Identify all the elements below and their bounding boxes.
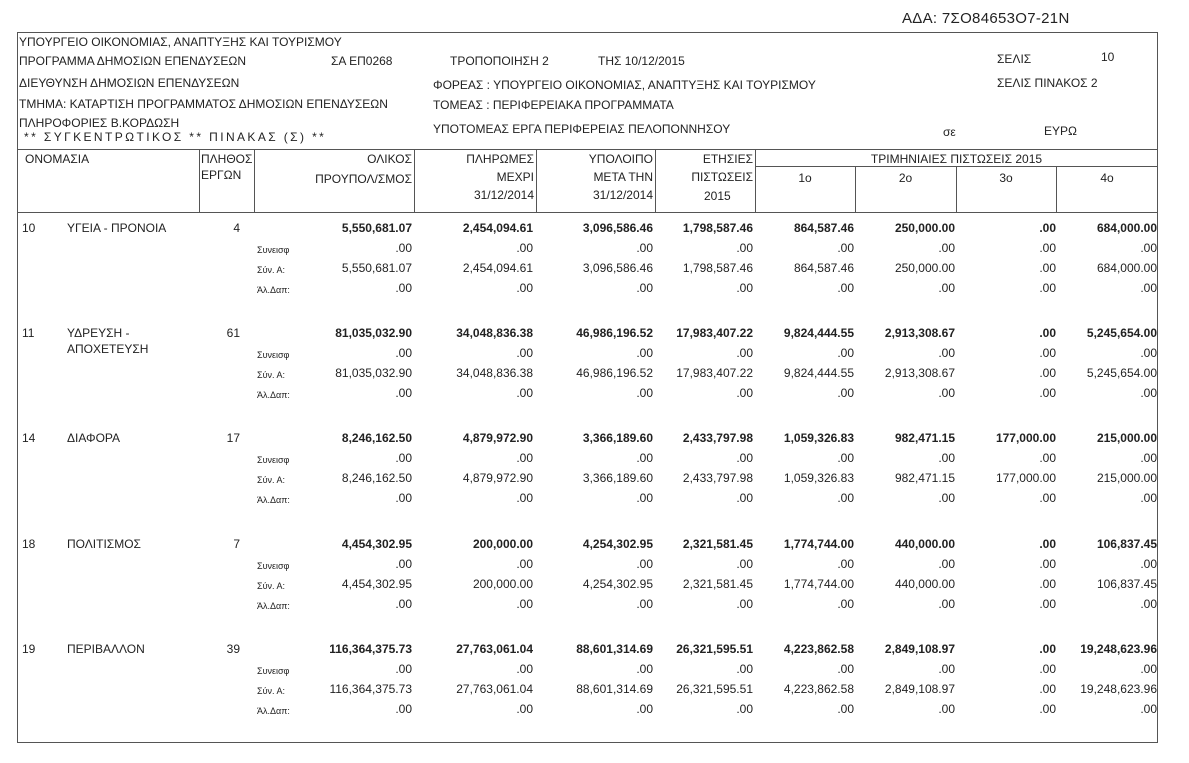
- row-code: 18: [22, 537, 36, 551]
- row-value: 2,849,108.97: [884, 682, 955, 696]
- col-divider: [199, 149, 200, 212]
- col-header-count: ΠΛΗΘΟΣ: [201, 152, 253, 166]
- row-value: .00: [1039, 451, 1056, 465]
- row-value: .00: [837, 662, 854, 676]
- row-value: .00: [837, 557, 854, 571]
- col-header-quarterly: ΤΡΙΜΗΝΙΑΙΕΣ ΠΙΣΤΩΣΕΙΣ 2015: [870, 152, 1043, 166]
- row-value: .00: [395, 451, 412, 465]
- row-value: .00: [736, 702, 753, 716]
- row-value: .00: [395, 281, 412, 295]
- col-header-annual: 2015: [704, 189, 731, 203]
- col-header-annual: ΕΤΗΣΙΕΣ: [702, 152, 753, 166]
- row-sub-label: Συνεισφ: [257, 245, 290, 255]
- row-value: 2,321,581.45: [682, 577, 753, 591]
- row-value: 215,000.00: [1096, 431, 1157, 445]
- row-value: .00: [1039, 281, 1056, 295]
- row-value: 26,321,595.51: [676, 682, 753, 696]
- row-value: .00: [516, 451, 533, 465]
- row-name: ΔΙΑΦΟΡΑ: [67, 431, 121, 445]
- row-value: .00: [1039, 662, 1056, 676]
- row-value: .00: [395, 241, 412, 255]
- row-sub-label: Συνεισφ: [257, 666, 290, 676]
- info-contact: ΠΛΗΡΟΦΟΡΙΕΣ Β.ΚΟΡΔΩΣΗ: [19, 116, 180, 130]
- col-divider: [755, 149, 756, 212]
- row-value: 5,550,681.07: [341, 221, 412, 235]
- row-value: .00: [938, 662, 955, 676]
- row-count: 4: [233, 221, 240, 235]
- row-value: .00: [938, 491, 955, 505]
- col-divider: [655, 149, 656, 212]
- row-value: .00: [1140, 491, 1157, 505]
- row-value: 440,000.00: [894, 537, 955, 551]
- row-value: 4,223,862.58: [783, 682, 854, 696]
- row-value: 982,471.15: [894, 471, 955, 485]
- row-value: .00: [938, 346, 955, 360]
- row-value: .00: [636, 281, 653, 295]
- row-code: 11: [22, 326, 35, 340]
- row-value: 440,000.00: [894, 577, 955, 591]
- row-value: 2,913,308.67: [884, 366, 955, 380]
- row-value: .00: [1039, 682, 1056, 696]
- row-value: .00: [636, 451, 653, 465]
- row-value: .00: [516, 662, 533, 676]
- row-value: 46,986,196.52: [576, 326, 653, 340]
- table-page: ΣΕΛΙΣ ΠΙΝΑΚΟΣ 2: [997, 76, 1098, 90]
- row-value: .00: [636, 702, 653, 716]
- row-value: .00: [636, 662, 653, 676]
- row-value: 8,246,162.50: [341, 471, 412, 485]
- row-value: .00: [516, 346, 533, 360]
- row-value: .00: [938, 557, 955, 571]
- row-value: 5,550,681.07: [341, 261, 412, 275]
- row-value: 684,000.00: [1096, 261, 1157, 275]
- row-value: .00: [395, 597, 412, 611]
- row-value: 864,587.46: [793, 261, 854, 275]
- row-value: 34,048,836.38: [456, 366, 533, 380]
- row-code: 14: [22, 431, 36, 445]
- row-value: 864,587.46: [793, 221, 854, 235]
- row-sub-label: Άλ.Δαπ:: [257, 390, 290, 400]
- row-sub-label: Άλ.Δαπ:: [257, 285, 290, 295]
- row-value: 27,763,061.04: [456, 642, 533, 656]
- row-value: .00: [938, 241, 955, 255]
- row-value: 1,059,326.83: [783, 471, 854, 485]
- row-value: 3,366,189.60: [582, 471, 653, 485]
- row-count: 17: [226, 431, 240, 445]
- row-value: .00: [516, 557, 533, 571]
- row-value: 1,059,326.83: [783, 431, 854, 445]
- row-value: 1,774,744.00: [783, 537, 854, 551]
- col-header-payments: 31/12/2014: [473, 188, 534, 202]
- row-name: ΥΓΕΙΑ - ΠΡΟΝΟΙΑ: [67, 221, 167, 235]
- col-header-q4: 4ο: [1100, 171, 1114, 185]
- row-value: .00: [395, 662, 412, 676]
- row-count: 39: [226, 642, 240, 656]
- row-sub-label: Συνεισφ: [257, 561, 290, 571]
- row-value: .00: [636, 491, 653, 505]
- row-value: .00: [1039, 261, 1056, 275]
- row-value: .00: [736, 346, 753, 360]
- row-value: 4,879,972.90: [462, 431, 533, 445]
- row-value: 200,000.00: [472, 537, 533, 551]
- sector: ΤΟΜΕΑΣ : ΠΕΡΙΦΕΡΕΙΑΚΑ ΠΡΟΓΡΑΜΜΑΤΑ: [433, 98, 674, 112]
- row-value: 26,321,595.51: [676, 642, 753, 656]
- row-value: 46,986,196.52: [576, 366, 653, 380]
- row-value: .00: [516, 386, 533, 400]
- row-value: .00: [1039, 221, 1056, 235]
- row-value: .00: [837, 491, 854, 505]
- row-value: .00: [837, 281, 854, 295]
- row-value: .00: [1039, 491, 1056, 505]
- row-value: .00: [636, 346, 653, 360]
- row-sub-label: Σύν. Α:: [257, 581, 285, 591]
- row-value: .00: [1039, 326, 1056, 340]
- subsector: ΥΠΟΤΟΜΕΑΣ ΕΡΓΑ ΠΕΡΙΦΕΡΕΙΑΣ ΠΕΛΟΠΟΝΝΗΣΟΥ: [433, 122, 731, 136]
- col-header-q1: 1ο: [798, 171, 812, 185]
- row-value: .00: [636, 557, 653, 571]
- row-value: .00: [395, 702, 412, 716]
- amendment: ΤΡΟΠΟΠΟΙΗΣΗ 2: [450, 54, 549, 68]
- col-header-q2: 2ο: [898, 171, 913, 185]
- row-value: 19,248,623.96: [1080, 642, 1157, 656]
- currency-prefix: σε: [943, 125, 956, 139]
- row-value: 250,000.00: [894, 221, 955, 235]
- row-value: .00: [395, 557, 412, 571]
- page-label: ΣΕΛΙΣ: [997, 52, 1032, 66]
- row-value: 2,321,581.45: [682, 537, 753, 551]
- row-value: .00: [736, 662, 753, 676]
- row-value: .00: [1140, 662, 1157, 676]
- row-value: 81,035,032.90: [335, 366, 412, 380]
- row-value: .00: [1039, 386, 1056, 400]
- col-header-name: ΟΝΟΜΑΣΙΑ: [25, 152, 90, 166]
- row-value: .00: [837, 451, 854, 465]
- row-count: 7: [233, 537, 240, 551]
- row-value: .00: [516, 702, 533, 716]
- row-name: ΑΠΟΧΕΤΕΥΣΗ: [67, 342, 149, 356]
- row-sub-label: Άλ.Δαπ:: [257, 601, 290, 611]
- row-value: .00: [837, 346, 854, 360]
- row-sub-label: Άλ.Δαπ:: [257, 706, 290, 716]
- row-value: 2,849,108.97: [884, 642, 955, 656]
- row-value: .00: [736, 557, 753, 571]
- sa-code: ΣΑ ΕΠ0268: [331, 54, 393, 68]
- row-value: 4,223,862.58: [783, 642, 854, 656]
- row-value: .00: [1039, 642, 1056, 656]
- row-count: 61: [226, 326, 240, 340]
- col-header-budget: ΟΛΙΚΟΣ: [367, 152, 412, 166]
- row-value: .00: [837, 241, 854, 255]
- row-value: 2,454,094.61: [462, 261, 533, 275]
- row-value: 2,433,797.98: [682, 431, 753, 445]
- ministry-name: ΥΠΟΥΡΓΕΙΟ ΟΙΚΟΝΟΜΙΑΣ, ΑΝΑΠΤΥΞΗΣ ΚΑΙ ΤΟΥΡΙΣΜΟΥ: [19, 35, 342, 49]
- amendment-date: ΤΗΣ 10/12/2015: [598, 54, 685, 68]
- row-value: 3,366,189.60: [582, 431, 653, 445]
- department: ΤΜΗΜΑ: ΚΑΤΑΡΤΙΣΗ ΠΡΟΓΡΑΜΜΑΤΟΣ ΔΗΜΟΣΙΩΝ ΕΠΕΝΔΥΣΕΩΝ: [19, 97, 388, 111]
- row-value: .00: [1140, 346, 1157, 360]
- row-value: .00: [395, 491, 412, 505]
- row-value: 116,364,375.73: [329, 682, 412, 696]
- row-value: .00: [395, 346, 412, 360]
- row-value: 106,837.45: [1096, 577, 1157, 591]
- row-value: 4,454,302.95: [341, 577, 412, 591]
- row-sub-label: Σύν. Α:: [257, 370, 285, 380]
- row-value: 3,096,586.46: [582, 221, 653, 235]
- row-value: 684,000.00: [1096, 221, 1157, 235]
- row-value: .00: [1140, 451, 1157, 465]
- row-value: .00: [1039, 702, 1056, 716]
- row-value: 2,913,308.67: [884, 326, 955, 340]
- row-value: .00: [938, 597, 955, 611]
- row-value: 9,824,444.55: [783, 366, 854, 380]
- row-value: 88,601,314.69: [576, 642, 653, 656]
- row-value: .00: [1039, 346, 1056, 360]
- col-header-balance: ΜΕΤΑ ΤΗΝ: [593, 170, 653, 184]
- row-value: 5,245,654.00: [1086, 366, 1157, 380]
- row-sub-label: Συνεισφ: [257, 350, 290, 360]
- row-value: .00: [516, 597, 533, 611]
- row-value: .00: [1140, 557, 1157, 571]
- currency: ΕΥΡΩ: [1044, 124, 1077, 138]
- row-value: .00: [1140, 597, 1157, 611]
- col-header-balance: ΥΠΟΛΟΙΠΟ: [588, 152, 653, 166]
- col-header-payments: ΠΛΗΡΩΜΕΣ: [466, 152, 534, 166]
- row-value: 9,824,444.55: [783, 326, 854, 340]
- col-header-budget: ΠΡΟΥΠΟΛ/ΣΜΟΣ: [315, 172, 412, 186]
- row-value: .00: [1140, 702, 1157, 716]
- row-sub-label: Σύν. Α:: [257, 686, 285, 696]
- col-divider: [855, 166, 856, 212]
- row-value: .00: [1140, 241, 1157, 255]
- row-value: 81,035,032.90: [335, 326, 412, 340]
- row-value: .00: [636, 241, 653, 255]
- row-name: ΥΔΡΕΥΣΗ -: [67, 326, 130, 340]
- row-value: .00: [1140, 281, 1157, 295]
- row-value: 2,454,094.61: [462, 221, 533, 235]
- row-value: .00: [736, 597, 753, 611]
- row-value: .00: [636, 386, 653, 400]
- row-value: .00: [736, 241, 753, 255]
- row-value: .00: [516, 491, 533, 505]
- row-value: 1,774,744.00: [783, 577, 854, 591]
- table-header-top-rule: [17, 149, 1158, 150]
- row-code: 19: [22, 642, 36, 656]
- row-sub-label: Άλ.Δαπ:: [257, 495, 290, 505]
- row-value: 17,983,407.22: [676, 366, 753, 380]
- row-value: 1,798,587.46: [682, 221, 753, 235]
- row-value: .00: [938, 281, 955, 295]
- row-value: .00: [395, 386, 412, 400]
- row-value: .00: [837, 597, 854, 611]
- row-value: .00: [938, 386, 955, 400]
- col-header-annual: ΠΙΣΤΩΣΕΙΣ: [691, 170, 753, 184]
- row-value: .00: [1039, 241, 1056, 255]
- col-divider: [414, 149, 415, 212]
- row-value: 4,254,302.95: [582, 577, 653, 591]
- row-value: 27,763,061.04: [456, 682, 533, 696]
- row-value: 19,248,623.96: [1080, 682, 1157, 696]
- row-value: .00: [736, 451, 753, 465]
- row-value: 116,364,375.73: [329, 642, 412, 656]
- row-value: .00: [1140, 386, 1157, 400]
- row-value: .00: [736, 491, 753, 505]
- row-value: .00: [516, 241, 533, 255]
- summary-title: ** ΣΥΓΚΕΝΤΡΩΤΙΚΟΣ ** ΠΙΝΑΚΑΣ (Σ) **: [24, 130, 327, 144]
- directorate: ΔΙΕΥΘΥΝΣΗ ΔΗΜΟΣΙΩΝ ΕΠΕΝΔΥΣΕΩΝ: [19, 76, 240, 90]
- row-value: 200,000.00: [472, 577, 533, 591]
- ada-code: ΑΔΑ: 7ΣΟ84653Ο7-21Ν: [902, 10, 1070, 27]
- row-value: .00: [1039, 577, 1056, 591]
- program-name: ΠΡΟΓΡΑΜΜΑ ΔΗΜΟΣΙΩΝ ΕΠΕΝΔΥΣΕΩΝ: [19, 54, 246, 68]
- row-value: 4,454,302.95: [341, 537, 412, 551]
- row-value: .00: [1039, 597, 1056, 611]
- row-value: .00: [837, 702, 854, 716]
- col-divider: [956, 166, 957, 212]
- row-sub-label: Σύν. Α:: [257, 475, 285, 485]
- row-value: 106,837.45: [1096, 537, 1157, 551]
- row-value: 982,471.15: [894, 431, 955, 445]
- row-value: 177,000.00: [995, 431, 1056, 445]
- row-value: .00: [636, 597, 653, 611]
- table-header-bottom-rule: [17, 212, 1158, 213]
- row-value: .00: [736, 386, 753, 400]
- row-name: ΠΕΡΙΒΑΛΛΟΝ: [67, 642, 145, 656]
- row-sub-label: Σύν. Α:: [257, 265, 285, 275]
- row-value: .00: [1039, 557, 1056, 571]
- row-value: .00: [516, 281, 533, 295]
- row-value: .00: [837, 386, 854, 400]
- col-header-count: ΕΡΓΩΝ: [201, 168, 242, 182]
- row-value: 4,254,302.95: [582, 537, 653, 551]
- row-value: .00: [1039, 366, 1056, 380]
- row-value: 250,000.00: [894, 261, 955, 275]
- row-value: 3,096,586.46: [582, 261, 653, 275]
- row-sub-label: Συνεισφ: [257, 455, 290, 465]
- col-divider: [536, 149, 537, 212]
- row-value: 34,048,836.38: [456, 326, 533, 340]
- row-value: 1,798,587.46: [682, 261, 753, 275]
- row-value: .00: [938, 451, 955, 465]
- page-number: 10: [1101, 50, 1115, 64]
- row-value: 177,000.00: [995, 471, 1056, 485]
- row-value: .00: [1039, 537, 1056, 551]
- row-value: .00: [736, 281, 753, 295]
- col-divider: [1056, 166, 1057, 212]
- row-value: .00: [938, 702, 955, 716]
- row-value: 2,433,797.98: [682, 471, 753, 485]
- row-value: 4,879,972.90: [462, 471, 533, 485]
- col-divider: [254, 149, 255, 212]
- row-code: 10: [22, 221, 36, 235]
- row-name: ΠΟΛΙΤΙΣΜΟΣ: [67, 537, 141, 551]
- col-header-balance: 31/12/2014: [592, 188, 653, 202]
- row-value: 8,246,162.50: [341, 431, 412, 445]
- row-value: 17,983,407.22: [676, 326, 753, 340]
- col-header-payments: ΜΕΧΡΙ: [496, 170, 534, 184]
- agency: ΦΟΡΕΑΣ : ΥΠΟΥΡΓΕΙΟ ΟΙΚΟΝΟΜΙΑΣ, ΑΝΑΠΤΥΞΗΣ ΚΑΙ ΤΟΥΡΙΣΜΟΥ: [433, 78, 816, 92]
- row-value: 5,245,654.00: [1086, 326, 1157, 340]
- row-value: 215,000.00: [1096, 471, 1157, 485]
- row-value: 88,601,314.69: [576, 682, 653, 696]
- col-header-q3: 3ο: [999, 171, 1013, 185]
